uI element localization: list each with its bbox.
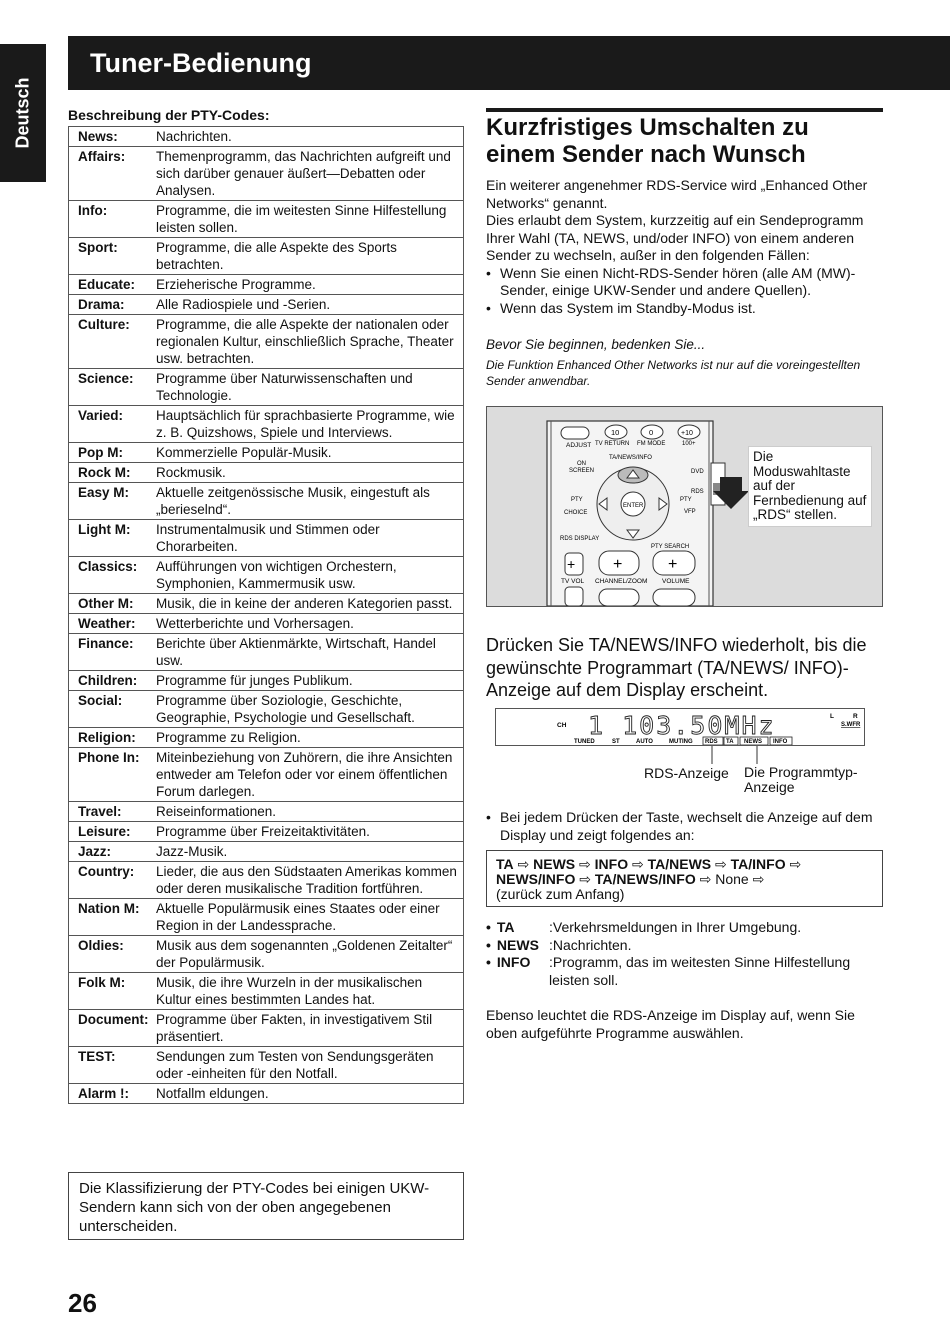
section-rule — [486, 108, 883, 112]
pty-description: Aufführungen von wichtigen Orchestern, Symphonien, Kammermusik usw. — [150, 557, 464, 594]
pty-code: Religion: — [69, 728, 151, 748]
svg-text:PTY: PTY — [571, 497, 583, 503]
pty-code: Drama: — [69, 295, 151, 315]
pty-description: Miteinbeziehung von Zuhörern, die ihre Ansichten entweder am Telefon oder vor einem öffentlichen Forum darlegen. — [150, 748, 464, 802]
pty-row — [69, 728, 464, 748]
pty-row — [69, 369, 464, 406]
pty-row — [69, 899, 464, 936]
fl-display — [495, 708, 865, 746]
pty-row — [69, 822, 464, 842]
pty-row — [69, 802, 464, 822]
pty-description: Programme, die im weitesten Sinne Hilfestellung leisten sollen. — [150, 201, 464, 238]
pty-code: Rock M: — [69, 463, 151, 483]
svg-text:ENTER: ENTER — [623, 503, 644, 509]
svg-text:+: + — [668, 556, 678, 573]
svg-text:AUTO: AUTO — [636, 739, 653, 745]
pty-description: Erzieherische Programme. — [150, 275, 464, 295]
pty-description: Programme über Soziologie, Geschichte, Geographie, Psychologie und Gesellschaft. — [150, 691, 464, 728]
pty-code: Travel: — [69, 802, 151, 822]
pty-code: Info: — [69, 201, 151, 238]
svg-text:NEWS: NEWS — [744, 739, 762, 745]
rds-indicator: RDS — [705, 739, 718, 745]
pty-row — [69, 1084, 464, 1104]
pty-row — [69, 238, 464, 275]
pty-row — [69, 842, 464, 862]
svg-text:TA/NEWS/INFO: TA/NEWS/INFO — [609, 455, 652, 461]
definition-news: • NEWS :Nachrichten. — [486, 937, 883, 955]
svg-text:L: L — [830, 713, 834, 720]
pty-row — [69, 557, 464, 594]
pty-row — [69, 862, 464, 899]
pty-description: Programme, die alle Aspekte der nationalen oder regionalen Kultur, einschließlich Sprache, Theater usw. betrachten. — [150, 315, 464, 369]
pty-row — [69, 614, 464, 634]
pty-row — [69, 594, 464, 614]
svg-text:TV VOL: TV VOL — [561, 578, 585, 585]
intro-text — [486, 177, 883, 317]
pty-code: Country: — [69, 862, 151, 899]
pty-row — [69, 483, 464, 520]
pty-row — [69, 127, 464, 147]
pty-table — [68, 126, 464, 1104]
svg-text:TA: TA — [726, 739, 734, 745]
pty-code: Finance: — [69, 634, 151, 671]
pty-description: Notfallm eldungen. — [150, 1084, 464, 1104]
pty-note-box: Die Klassifizierung der PTY-Codes bei einigen UKW-Sendern kann sich von der oben angegebenen unterscheiden. — [68, 1172, 464, 1240]
rds-indicator-label: RDS-Anzeige — [644, 765, 729, 781]
pty-code: Other M: — [69, 594, 151, 614]
pty-code: Culture: — [69, 315, 151, 369]
pty-code: Varied: — [69, 406, 151, 443]
exception-bullet-2: • Wenn das System im Standby-Modus ist. — [486, 300, 883, 318]
before-heading: Bevor Sie beginnen, bedenken Sie... — [486, 337, 706, 352]
svg-text:VFP: VFP — [684, 509, 696, 515]
adjust-button — [561, 427, 589, 439]
pty-description: Wetterberichte und Vorhersagen. — [150, 614, 464, 634]
pty-description: Musik, die in keine der anderen Kategorien passt. — [150, 594, 464, 614]
pty-description: Reiseinformationen. — [150, 802, 464, 822]
pty-description: Aktuelle Populärmusik eines Staates oder einer Region in der Landessprache. — [150, 899, 464, 936]
svg-text:DVD: DVD — [691, 469, 704, 475]
pty-code: News: — [69, 127, 151, 147]
svg-text:VOLUME: VOLUME — [662, 578, 690, 585]
pty-description: Programme für junges Publikum. — [150, 671, 464, 691]
pty-description: Programme über Freizeitaktivitäten. — [150, 822, 464, 842]
svg-text:+: + — [567, 556, 576, 572]
pty-row — [69, 691, 464, 728]
pty-row — [69, 634, 464, 671]
pty-description: Programme über Fakten, in investigativem Stil präsentiert. — [150, 1010, 464, 1047]
sequence-box: TA ⇨ NEWS ⇨ INFO ⇨ TA/NEWS ⇨ TA/INFO ⇨ NEWS/INFO ⇨ TA/NEWS/INFO ⇨ None ⇨ (zurück zum Anfang) — [486, 850, 883, 907]
svg-text:CH: CH — [557, 722, 567, 729]
pty-description: Musik, die ihre Wurzeln in der musikalischen Kultur eines bestimmten Landes hat. — [150, 973, 464, 1010]
pty-row — [69, 1047, 464, 1084]
svg-text:+10: +10 — [681, 430, 693, 437]
pty-code: Social: — [69, 691, 151, 728]
adjust-label: ADJUST — [566, 442, 592, 449]
pty-description: Lieder, die aus den Südstaaten Amerikas kommen oder deren musikalische Tradition fortführen. — [150, 862, 464, 899]
svg-text:0: 0 — [649, 428, 654, 437]
svg-text:100+: 100+ — [682, 441, 696, 447]
mode-selector-callout: Die Moduswahltaste auf der Fernbedienung auf „RDS“ stellen. — [748, 446, 872, 527]
pty-description: Jazz-Musik. — [150, 842, 464, 862]
svg-text:TV RETURN: TV RETURN — [595, 441, 630, 447]
pty-code: Nation M: — [69, 899, 151, 936]
pty-row — [69, 315, 464, 369]
pty-heading: Beschreibung der PTY-Codes: — [68, 107, 270, 123]
svg-text:CHANNEL/ZOOM: CHANNEL/ZOOM — [595, 578, 648, 585]
pty-description: Rockmusik. — [150, 463, 464, 483]
svg-text:FM MODE: FM MODE — [637, 441, 666, 447]
svg-text:ON: ON — [577, 461, 586, 467]
pty-row — [69, 275, 464, 295]
pty-row — [69, 443, 464, 463]
pty-code: Affairs: — [69, 147, 151, 201]
language-tab — [0, 44, 46, 182]
exception-bullet-1: • Wenn Sie einen Nicht-RDS-Sender hören (alle AM (MW)-Sender, einige UKW-Sender und andere Quellen). — [486, 265, 883, 300]
intro-paragraph-2: Dies erlaubt dem System, kurzzeitig auf ein Sendeprogramm Ihrer Wahl (TA, NEWS, und/oder INFO) von einem anderen Sender zu wechseln, außer in den folgenden Fällen: — [486, 212, 864, 263]
pty-code: Oldies: — [69, 936, 151, 973]
pty-row — [69, 201, 464, 238]
pty-code: Children: — [69, 671, 151, 691]
press-instruction: Drücken Sie TA/NEWS/INFO wiederholt, bis die gewünschte Programmart (TA/NEWS/ INFO)-Anzeige auf dem Display erscheint. — [486, 635, 867, 700]
pty-code: Phone In: — [69, 748, 151, 802]
pty-code: Science: — [69, 369, 151, 406]
svg-text:RDS DISPLAY: RDS DISPLAY — [560, 536, 600, 542]
pty-code: Document: — [69, 1010, 151, 1047]
pty-code: Sport: — [69, 238, 151, 275]
pty-description: Hauptsächlich für sprachbasierte Programme, wie z. B. Quizshows, Spiele und Interviews. — [150, 406, 464, 443]
pty-description: Themenprogramm, das Nachrichten aufgreift und sich darüber genauer äußert—Debatten oder Analysen. — [150, 147, 464, 201]
pty-code: Jazz: — [69, 842, 151, 862]
press-note: • Bei jedem Drücken der Taste, wechselt die Anzeige auf dem Display und zeigt folgendes an: — [486, 809, 897, 844]
section-title: Kurzfristiges Umschalten zu einem Sender nach Wunsch — [486, 114, 809, 168]
pty-row — [69, 1010, 464, 1047]
pty-row — [69, 671, 464, 691]
pty-code: Classics: — [69, 557, 151, 594]
pty-code: Educate: — [69, 275, 151, 295]
pty-row — [69, 936, 464, 973]
pty-row — [69, 520, 464, 557]
svg-text:ST: ST — [612, 739, 620, 745]
pty-description: Alle Radiospiele und -Serien. — [150, 295, 464, 315]
page-number: 26 — [68, 1288, 97, 1318]
pty-description: Programme zu Religion. — [150, 728, 464, 748]
pty-description: Aktuelle zeitgenössische Musik, eingestuft als „berieselnd“. — [150, 483, 464, 520]
svg-text:PTY: PTY — [680, 497, 692, 503]
language-tab-label: Deutsch — [12, 77, 33, 149]
svg-text:S.WFR: S.WFR — [841, 722, 861, 728]
intro-paragraph-1: Ein weiterer angenehmer RDS-Service wird „Enhanced Other Networks“ genannt. — [486, 177, 868, 211]
page-title: Tuner-Bedienung — [90, 48, 312, 78]
pty-code: Alarm !: — [69, 1084, 151, 1104]
indicator-definitions — [486, 919, 883, 989]
pty-description: Programme, die alle Aspekte des Sports betrachten. — [150, 238, 464, 275]
pty-description: Berichte über Aktienmärkte, Wirtschaft, Handel usw. — [150, 634, 464, 671]
definition-info: • INFO :Programm, das im weitesten Sinne Hilfestellung leisten soll. — [486, 954, 883, 989]
pty-row — [69, 406, 464, 443]
svg-text:INFO: INFO — [773, 739, 788, 745]
pty-row — [69, 147, 464, 201]
pty-code: Light M: — [69, 520, 151, 557]
svg-text:TUNED: TUNED — [574, 739, 595, 745]
svg-text:RDS: RDS — [691, 489, 704, 495]
header-bar — [68, 36, 950, 90]
pty-row — [69, 295, 464, 315]
pty-description: Instrumentalmusik und Stimmen oder Chorarbeiten. — [150, 520, 464, 557]
svg-text:PTY SEARCH: PTY SEARCH — [651, 544, 690, 550]
svg-text:+: + — [613, 556, 623, 573]
svg-text:CHOICE: CHOICE — [564, 510, 588, 516]
pty-row — [69, 973, 464, 1010]
pty-indicator-label: Die Programmtyp-Anzeige — [744, 764, 858, 795]
svg-text:10: 10 — [611, 428, 620, 437]
pty-description: Programme über Naturwissenschaften und Technologie. — [150, 369, 464, 406]
frequency-readout: 1 103.50MHz — [588, 711, 776, 740]
pty-code: TEST: — [69, 1047, 151, 1084]
pty-description: Musik aus dem sogenannten „Goldenen Zeitalter“ der Populärmusik. — [150, 936, 464, 973]
pty-code: Pop M: — [69, 443, 151, 463]
svg-text:R: R — [853, 713, 858, 720]
pty-row — [69, 463, 464, 483]
definition-ta: • TA :Verkehrsmeldungen in Ihrer Umgebung. — [486, 919, 883, 937]
before-note: Die Funktion Enhanced Other Networks ist nur auf die voreingestellten Sender anwendbar. — [486, 358, 861, 388]
pty-code: Folk M: — [69, 973, 151, 1010]
pty-code: Easy M: — [69, 483, 151, 520]
closing-text: Ebenso leuchtet die RDS-Anzeige im Display auf, wenn Sie oben aufgeführte Programme auswählen. — [486, 1007, 855, 1041]
svg-text:SCREEN: SCREEN — [569, 468, 595, 474]
pty-row — [69, 748, 464, 802]
pty-description: Sendungen zum Testen von Sendungsgeräten oder -einheiten für den Notfall. — [150, 1047, 464, 1084]
pty-code: Weather: — [69, 614, 151, 634]
svg-text:MUTING: MUTING — [669, 739, 693, 745]
pty-description: Kommerzielle Populär-Musik. — [150, 443, 464, 463]
pty-description: Nachrichten. — [150, 127, 464, 147]
pty-code: Leisure: — [69, 822, 151, 842]
